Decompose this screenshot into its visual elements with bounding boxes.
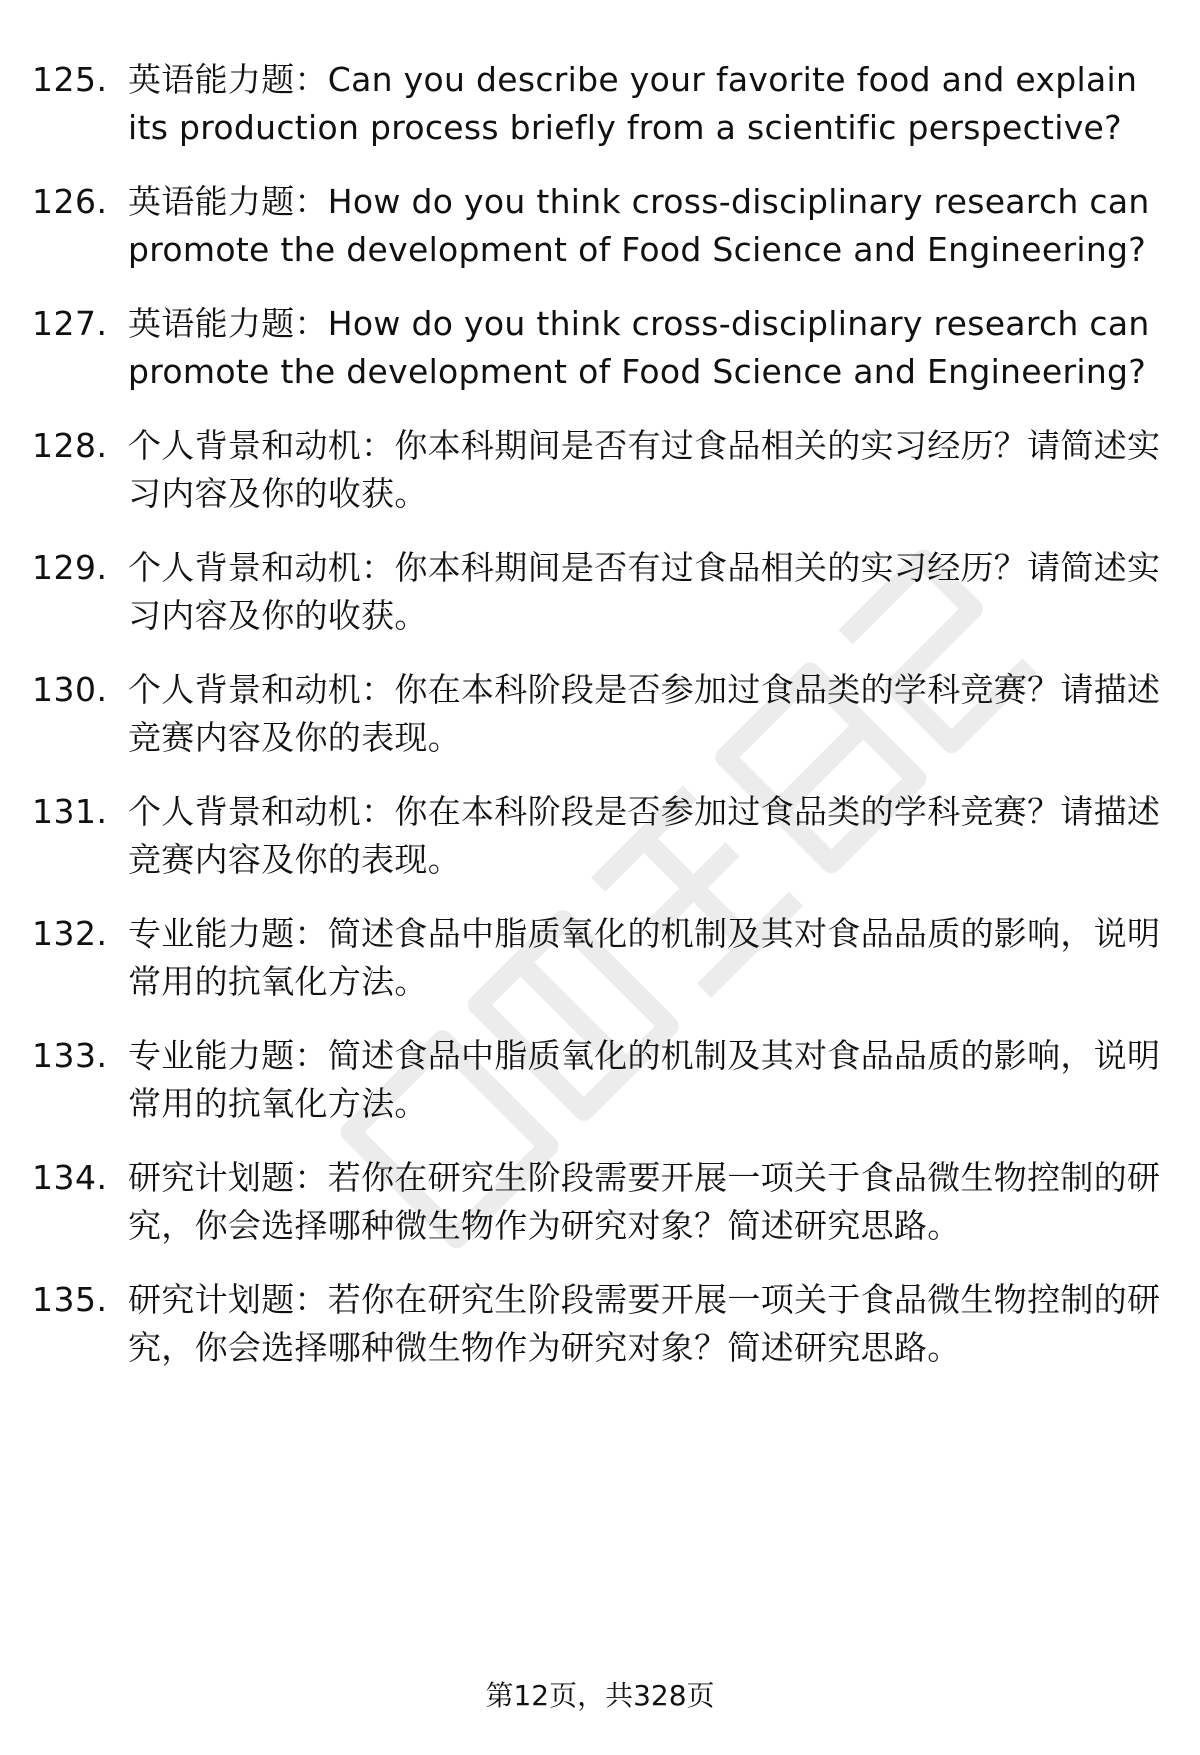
question-text: 研究计划题：若你在研究生阶段需要开展一项关于食品微生物控制的研究，你会选择哪种微生物作为研究对象？简述研究思路。 [128,1158,1161,1245]
question-item [32,300,1172,396]
question-number: 127. [32,304,108,343]
question-number: 132. [32,914,108,953]
question-text: 英语能力题：Can you describe your favorite food and explain its production process briefly from a scientific perspective? [128,60,1138,147]
question-text: 个人背景和动机：你本科期间是否有过食品相关的实习经历？请简述实习内容及你的收获。 [128,548,1161,635]
question-text: 个人背景和动机：你在本科阶段是否参加过食品类的学科竞赛？请描述竞赛内容及你的表现。 [128,792,1161,879]
question-number: 131. [32,792,108,831]
page-footer: 第12页，共328页 [485,1679,715,1712]
question-item [32,788,1172,884]
question-item [32,422,1172,518]
question-item [32,544,1172,640]
question-number: 130. [32,670,108,709]
question-number: 134. [32,1158,108,1197]
question-item [32,666,1172,762]
question-number: 129. [32,548,108,587]
question-text: 个人背景和动机：你在本科阶段是否参加过食品类的学科竞赛？请描述竞赛内容及你的表现。 [128,670,1161,757]
question-text: 专业能力题：简述食品中脂质氧化的机制及其对食品品质的影响，说明常用的抗氧化方法。 [128,914,1161,1001]
question-item [32,56,1172,152]
question-text: 英语能力题：How do you think cross-disciplinary research can promote the development of Food Science and Engineering? [128,182,1150,269]
question-number: 126. [32,182,108,221]
question-list [32,56,1172,1398]
question-text: 研究计划题：若你在研究生阶段需要开展一项关于食品微生物控制的研究，你会选择哪种微生物作为研究对象？简述研究思路。 [128,1280,1161,1367]
question-item [32,910,1172,1006]
question-text: 专业能力题：简述食品中脂质氧化的机制及其对食品品质的影响，说明常用的抗氧化方法。 [128,1036,1161,1123]
question-text: 英语能力题：How do you think cross-disciplinary research can promote the development of Food Science and Engineering? [128,304,1150,391]
question-number: 125. [32,60,108,99]
question-number: 133. [32,1036,108,1075]
question-item [32,178,1172,274]
question-item [32,1276,1172,1372]
question-number: 128. [32,426,108,465]
question-item [32,1154,1172,1250]
question-item [32,1032,1172,1128]
question-text: 个人背景和动机：你本科期间是否有过食品相关的实习经历？请简述实习内容及你的收获。 [128,426,1161,513]
question-number: 135. [32,1280,108,1319]
